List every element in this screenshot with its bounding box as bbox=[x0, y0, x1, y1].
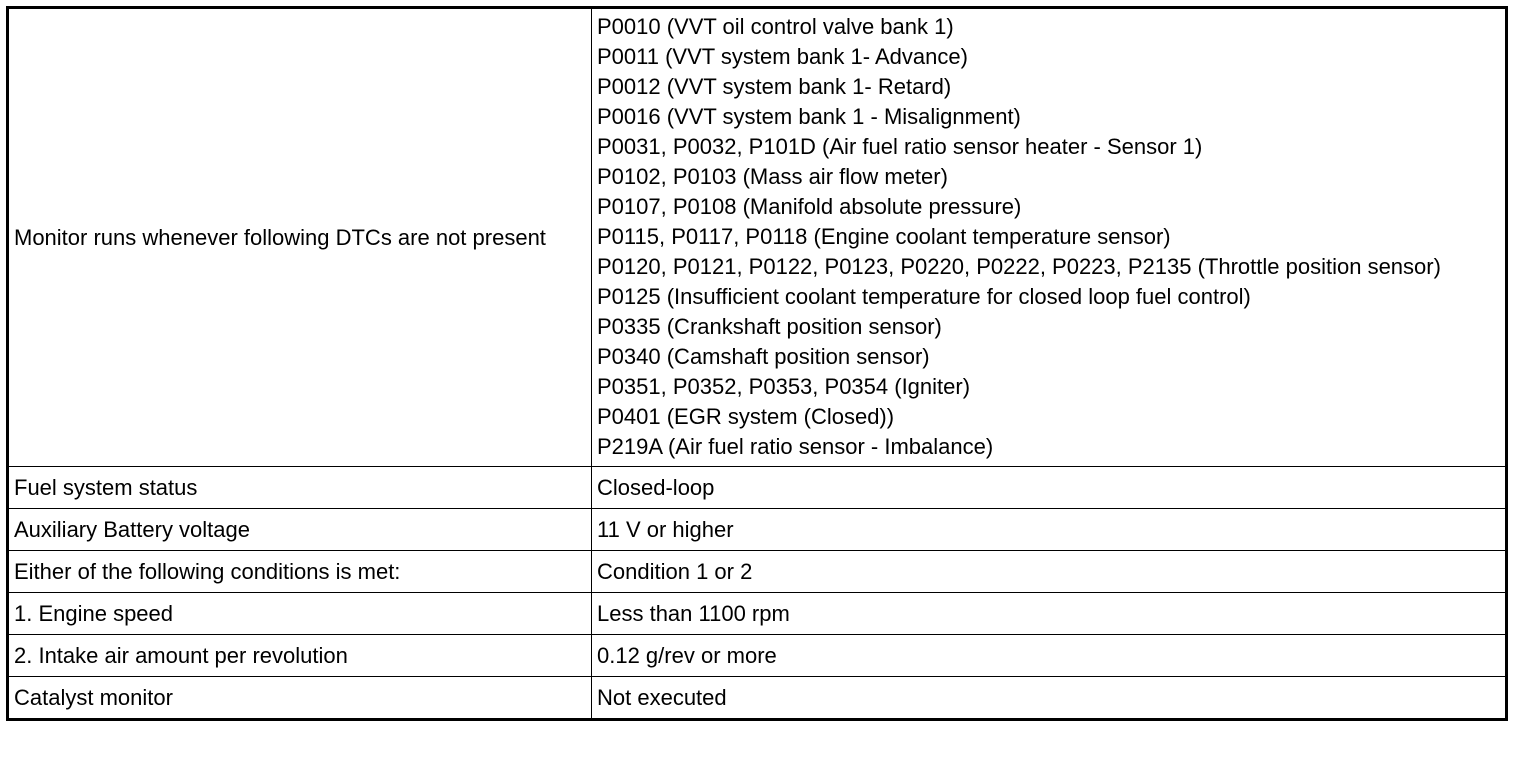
condition-value: 11 V or higher bbox=[592, 509, 1507, 551]
condition-value-cell bbox=[592, 8, 1507, 467]
condition-label: Either of the following conditions is met: bbox=[8, 551, 592, 593]
table-row bbox=[8, 467, 1507, 509]
table-row bbox=[8, 509, 1507, 551]
condition-label: Fuel system status bbox=[8, 467, 592, 509]
condition-label: Catalyst monitor bbox=[8, 677, 592, 720]
table-row bbox=[8, 551, 1507, 593]
dtc-item: P0102, P0103 (Mass air flow meter) bbox=[597, 164, 948, 189]
condition-value: Condition 1 or 2 bbox=[592, 551, 1507, 593]
condition-label: 2. Intake air amount per revolution bbox=[8, 635, 592, 677]
dtc-item: P0120, P0121, P0122, P0123, P0220, P0222, P0223, P2135 (Throttle position sensor) bbox=[597, 254, 1441, 279]
condition-value: 0.12 g/rev or more bbox=[592, 635, 1507, 677]
dtc-item: P0125 (Insufficient coolant temperature for closed loop fuel control) bbox=[597, 284, 1251, 309]
table-row bbox=[8, 677, 1507, 720]
condition-value: Less than 1100 rpm bbox=[592, 593, 1507, 635]
condition-label: Auxiliary Battery voltage bbox=[8, 509, 592, 551]
table-row bbox=[8, 8, 1507, 467]
dtc-item: P0016 (VVT system bank 1 - Misalignment) bbox=[597, 104, 1021, 129]
dtc-item: P0031, P0032, P101D (Air fuel ratio sensor heater - Sensor 1) bbox=[597, 134, 1203, 159]
dtc-item: P219A (Air fuel ratio sensor - Imbalance) bbox=[597, 434, 994, 459]
table-row bbox=[8, 635, 1507, 677]
dtc-item: P0115, P0117, P0118 (Engine coolant temperature sensor) bbox=[597, 224, 1171, 249]
condition-label: Monitor runs whenever following DTCs are not present bbox=[8, 8, 592, 467]
dtc-list bbox=[597, 9, 1500, 466]
table-row bbox=[8, 593, 1507, 635]
dtc-item: P0107, P0108 (Manifold absolute pressure) bbox=[597, 194, 1022, 219]
condition-value: Not executed bbox=[592, 677, 1507, 720]
dtc-item: P0401 (EGR system (Closed)) bbox=[597, 404, 895, 429]
condition-value: Closed-loop bbox=[592, 467, 1507, 509]
dtc-item: P0012 (VVT system bank 1- Retard) bbox=[597, 74, 952, 99]
condition-label: 1. Engine speed bbox=[8, 593, 592, 635]
dtc-item: P0335 (Crankshaft position sensor) bbox=[597, 314, 942, 339]
dtc-item: P0351, P0352, P0353, P0354 (Igniter) bbox=[597, 374, 971, 399]
dtc-item: P0010 (VVT oil control valve bank 1) bbox=[597, 14, 954, 39]
dtc-item: P0340 (Camshaft position sensor) bbox=[597, 344, 930, 369]
dtc-item: P0011 (VVT system bank 1- Advance) bbox=[597, 44, 968, 69]
conditions-table bbox=[6, 6, 1508, 721]
